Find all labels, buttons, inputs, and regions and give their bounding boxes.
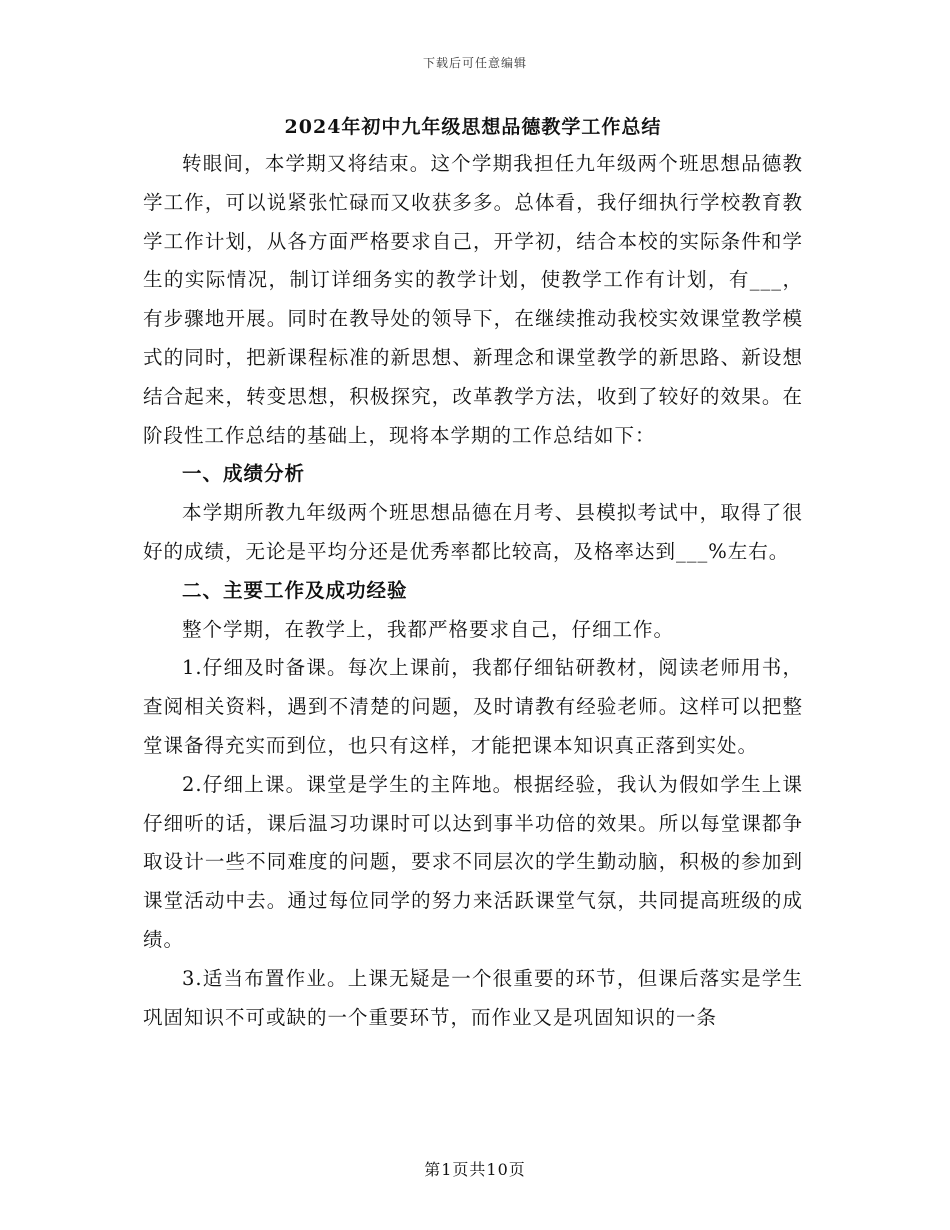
paragraph-work-intro: 整个学期，在教学上，我都严格要求自己，仔细工作。 bbox=[182, 617, 675, 641]
section-heading-score-analysis: 一、成绩分析 bbox=[182, 462, 306, 486]
page-number-footer: 第1页共10页 bbox=[424, 1160, 526, 1179]
section-heading-main-work: 二、主要工作及成功经验 bbox=[182, 578, 408, 602]
header-note: 下载后可任意编辑 bbox=[422, 56, 527, 70]
paragraph-item-3: 3.适当布置作业。上课无疑是一个很重要的环节，但课后落实是学生巩固知识不可或缺的一个重要环节，而作业又是巩固知识的一条 bbox=[143, 966, 803, 1029]
paragraph-intro: 转眼间，本学期又将结束。这个学期我担任九年级两个班思想品德教学工作，可以说紧张忙碌而又收获多多。总体看，我仔细执行学校教育教学工作计划，从各方面严格要求自己，开学初，结合本校的实际条件和学生的实际情况，制订详细务实的教学计划，使教学工作有计划，有___，有步骤地开展。同时在教导处的领导下，在继续推动我校实效课堂教学模式的同时，把新课程标准的新思想、新理念和课堂教学的新思路、新设想结合起来，转变思想，积极探究，改革教学方法，收到了较好的效果。在阶段性工作总结的基础上，现将本学期的工作总结如下： bbox=[143, 152, 803, 447]
paragraph-item-2: 2.仔细上课。课堂是学生的主阵地。根据经验，我认为假如学生上课仔细听的话，课后温习功课时可以达到事半功倍的效果。所以每堂课都争取设计一些不同难度的问题，要求不同层次的学生勤动脑，积极的参加到课堂活动中去。通过每位同学的努力来活跃课堂气氛，共同提高班级的成绩。 bbox=[143, 772, 803, 951]
document-title: 2024年初中九年级思想品德教学工作总结 bbox=[284, 116, 662, 138]
paragraph-score: 本学期所教九年级两个班思想品德在月考、县模拟考试中，取得了很好的成绩，无论是平均分还是优秀率都比较高，及格率达到___%左右。 bbox=[143, 501, 803, 563]
document-body bbox=[143, 111, 803, 1037]
paragraph-item-1: 1.仔细及时备课。每次上课前，我都仔细钻研教材，阅读老师用书，查阅相关资料，遇到不清楚的问题，及时请教有经验老师。这样可以把整堂课备得充实而到位，也只有这样，才能把课本知识真正落到实处。 bbox=[143, 656, 803, 757]
